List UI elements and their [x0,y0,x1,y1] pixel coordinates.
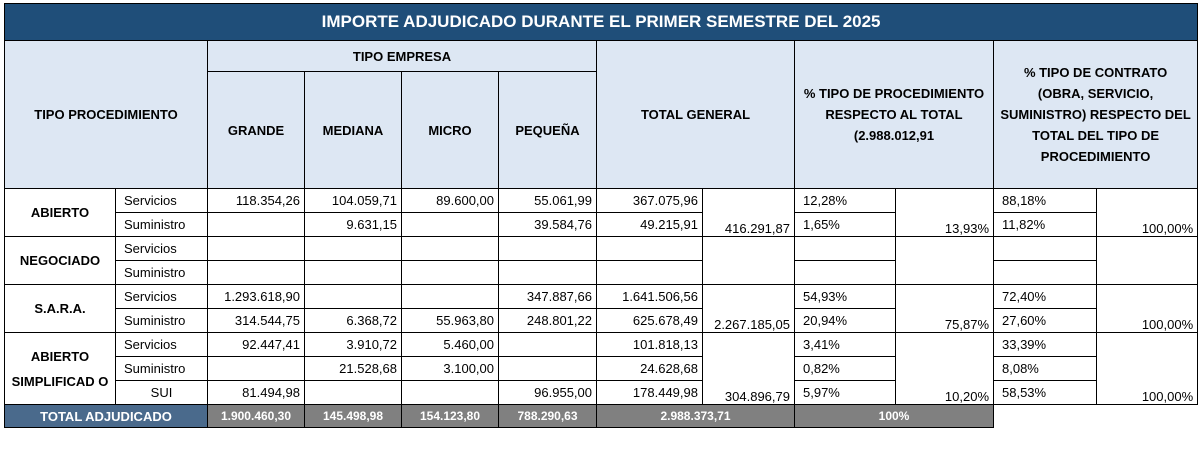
cell-mediana: 6.368,72 [305,309,402,333]
row-label: Servicios [116,189,208,213]
row-label: Servicios [116,333,208,357]
group-pct-contrato-abierto: 100,00% [1097,189,1198,237]
cell-total [597,261,703,285]
cell-grande: 314.544,75 [208,309,305,333]
cell-pequena: 96.955,00 [499,381,597,405]
row-label: Suministro [116,261,208,285]
cell-pct-proc: 1,65% [795,213,896,237]
cell-pct-proc: 0,82% [795,357,896,381]
cell-pct-contrato: 11,82% [994,213,1097,237]
total-pequena: 788.290,63 [499,405,597,428]
cell-total: 625.678,49 [597,309,703,333]
cell-pct-contrato: 72,40% [994,285,1097,309]
cell-pct-contrato: 27,60% [994,309,1097,333]
cell-pct-proc [795,261,896,285]
cell-pct-contrato [994,261,1097,285]
cell-pct-proc: 12,28% [795,189,896,213]
total-label: TOTAL ADJUDICADO [5,405,208,428]
cell-pequena: 248.801,22 [499,309,597,333]
cell-grande [208,213,305,237]
cell-mediana [305,237,402,261]
table-row [5,333,1198,357]
group-total-abierto: 416.291,87 [703,189,795,237]
header-pequena: PEQUEÑA [499,72,597,189]
total-general: 2.988.373,71 [597,405,795,428]
cell-total: 367.075,96 [597,189,703,213]
cell-pequena [499,237,597,261]
row-label: Servicios [116,237,208,261]
total-grande: 1.900.460,30 [208,405,305,428]
cell-micro [402,213,499,237]
group-label-sara: S.A.R.A. [5,285,116,333]
table-row [5,357,1198,381]
cell-micro [402,285,499,309]
row-label: Suministro [116,213,208,237]
cell-total [597,237,703,261]
cell-pct-contrato: 8,08% [994,357,1097,381]
header-grande: GRANDE [208,72,305,189]
cell-micro: 3.100,00 [402,357,499,381]
group-label-negociado: NEGOCIADO [5,237,116,285]
cell-pequena [499,261,597,285]
total-blank [994,405,1198,428]
cell-pct-proc [795,237,896,261]
cell-micro: 5.460,00 [402,333,499,357]
group-pct-proc-negociado [896,237,994,285]
header-pct-procedimiento: % TIPO DE PROCEDIMIENTO RESPECTO AL TOTAL (2.988.012,91 [795,41,994,189]
cell-grande: 81.494,98 [208,381,305,405]
cell-mediana [305,261,402,285]
cell-total: 1.641.506,56 [597,285,703,309]
table-title: IMPORTE ADJUDICADO DURANTE EL PRIMER SEMESTRE DEL 2025 [5,4,1198,41]
row-label: SUI [116,381,208,405]
cell-mediana: 21.528,68 [305,357,402,381]
table-row [5,237,1198,261]
table-row [5,189,1198,213]
cell-grande: 92.447,41 [208,333,305,357]
table-row [5,285,1198,309]
cell-mediana: 104.059,71 [305,189,402,213]
cell-grande [208,237,305,261]
cell-pequena [499,357,597,381]
cell-micro [402,261,499,285]
group-pct-contrato-sara: 100,00% [1097,285,1198,333]
cell-micro [402,237,499,261]
table-row [5,381,1198,405]
cell-pequena [499,333,597,357]
cell-pequena: 347.887,66 [499,285,597,309]
header-total-general: TOTAL GENERAL [597,41,795,189]
cell-total: 49.215,91 [597,213,703,237]
row-label: Suministro [116,309,208,333]
cell-total: 101.818,13 [597,333,703,357]
cell-grande: 1.293.618,90 [208,285,305,309]
group-total-sara: 2.267.185,05 [703,285,795,333]
row-label: Servicios [116,285,208,309]
group-pct-proc-sara: 75,87% [896,285,994,333]
cell-pct-contrato: 88,18% [994,189,1097,213]
header-pct-contrato: % TIPO DE CONTRATO (OBRA, SERVICIO, SUMINISTRO) RESPECTO DEL TOTAL DEL TIPO DE PROCEDIMIENTO [994,41,1198,189]
header-micro: MICRO [402,72,499,189]
cell-pequena: 55.061,99 [499,189,597,213]
group-total-negociado [703,237,795,285]
total-micro: 154.123,80 [402,405,499,428]
table-row [5,309,1198,333]
header-mediana: MEDIANA [305,72,402,189]
group-label-simplificado: ABIERTO SIMPLIFICAD O [5,333,116,405]
cell-total: 178.449,98 [597,381,703,405]
header-tipo-empresa: TIPO EMPRESA [208,41,597,72]
cell-pct-proc: 54,93% [795,285,896,309]
group-pct-contrato-simplificado: 100,00% [1097,333,1198,405]
cell-micro: 89.600,00 [402,189,499,213]
table-row [5,213,1198,237]
cell-pct-proc: 5,97% [795,381,896,405]
cell-grande [208,357,305,381]
cell-pct-proc: 3,41% [795,333,896,357]
cell-mediana [305,285,402,309]
cell-total: 24.628,68 [597,357,703,381]
row-label: Suministro [116,357,208,381]
cell-mediana: 9.631,15 [305,213,402,237]
total-pct: 100% [795,405,994,428]
cell-pct-contrato: 33,39% [994,333,1097,357]
cell-micro: 55.963,80 [402,309,499,333]
cell-pct-proc: 20,94% [795,309,896,333]
cell-mediana: 3.910,72 [305,333,402,357]
total-row [5,405,1198,428]
group-label-abierto: ABIERTO [5,189,116,237]
group-total-simplificado: 304.896,79 [703,333,795,405]
cell-pct-contrato [994,237,1097,261]
cell-mediana [305,381,402,405]
header-tipo-procedimiento: TIPO PROCEDIMIENTO [5,41,208,189]
award-table [4,3,1198,428]
cell-grande: 118.354,26 [208,189,305,213]
total-mediana: 145.498,98 [305,405,402,428]
group-pct-contrato-negociado [1097,237,1198,285]
group-pct-proc-abierto: 13,93% [896,189,994,237]
cell-pequena: 39.584,76 [499,213,597,237]
cell-grande [208,261,305,285]
group-pct-proc-simplificado: 10,20% [896,333,994,405]
cell-pct-contrato: 58,53% [994,381,1097,405]
cell-micro [402,381,499,405]
table-row [5,261,1198,285]
